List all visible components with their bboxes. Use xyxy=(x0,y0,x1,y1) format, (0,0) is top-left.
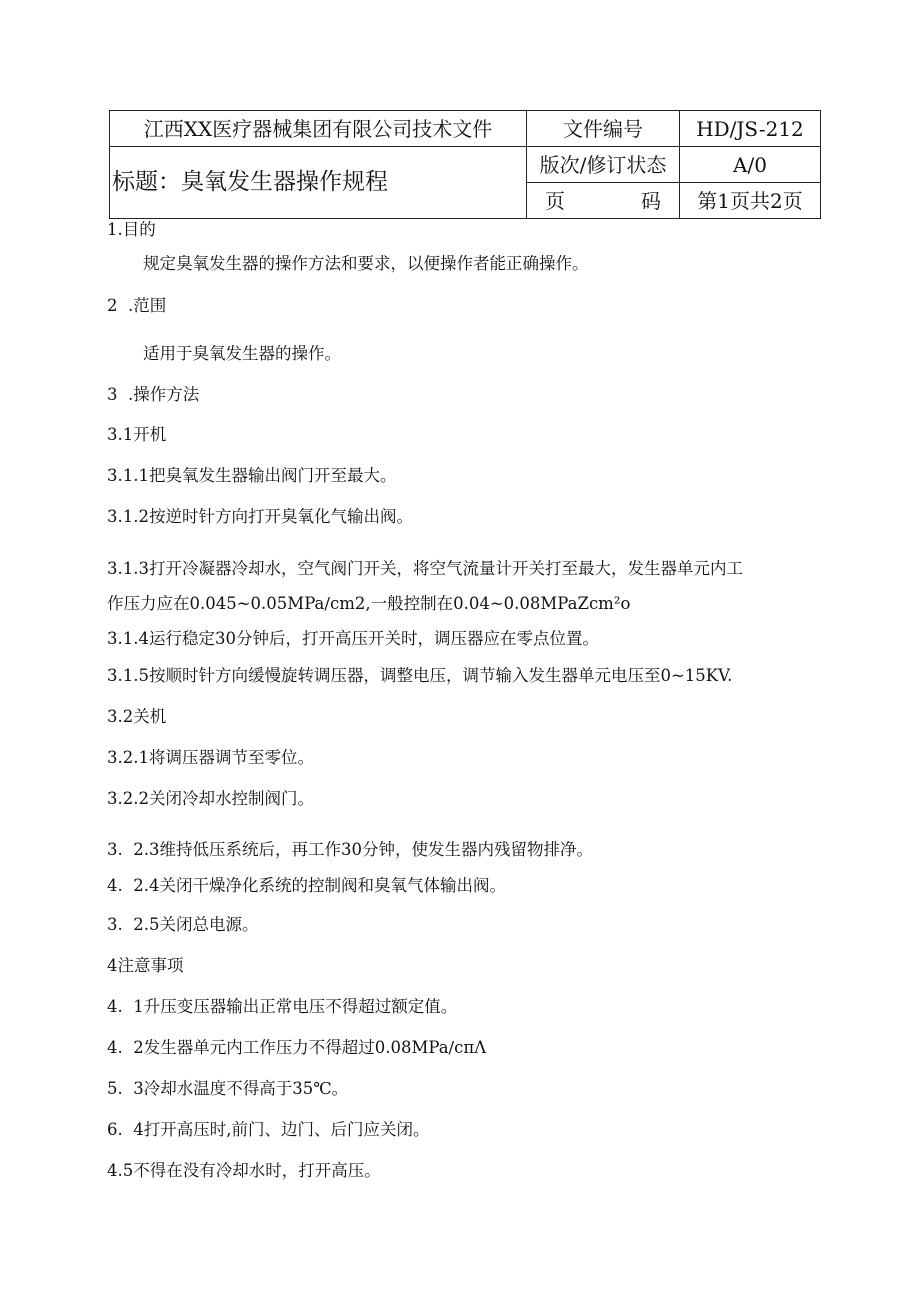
note-4-2: 4. 2发生器单元内工作压力不得超过0.08MPa∕cπΛ xyxy=(107,1038,487,1057)
page-label-a: 页 xyxy=(545,188,565,213)
company-name: 江西XX医疗器械集团有限公司技术文件 xyxy=(110,111,527,147)
page-value: 第1页共2页 xyxy=(680,183,821,219)
note-4-5: 4.5不得在没有冷却水时，打开高压。 xyxy=(107,1161,381,1180)
page-label-cell xyxy=(527,183,680,219)
subsection-shutdown: 3.2关机 xyxy=(107,707,167,726)
scope-text: 适用于臭氧发生器的操作。 xyxy=(143,344,341,363)
doc-number-label: 文件编号 xyxy=(527,111,680,147)
step-3-1-1: 3.1.1把臭氧发生器输出阀门开至最大。 xyxy=(107,466,397,485)
note-4-4: 6. 4打开高压时,前门、边门、后门应关闭。 xyxy=(107,1120,430,1139)
section-scope-heading: 2 .范围 xyxy=(107,296,167,315)
revision-label: 版次/修订状态 xyxy=(527,147,680,183)
section-purpose-heading: 1.目的 xyxy=(107,220,156,239)
step-3-1-3-line1: 3.1.3打开冷凝器冷却水，空气阀门开关，将空气流量计开关打至最大，发生器单元内工 xyxy=(107,559,743,578)
step-3-2-2: 3.2.2关闭冷却水控制阀门。 xyxy=(107,789,314,808)
section-method-heading: 3 .操作方法 xyxy=(107,385,200,404)
note-4-3: 5. 3冷却水温度不得高于35℃。 xyxy=(107,1079,349,1098)
step-3-2-5: 3. 2.5关闭总电源。 xyxy=(107,915,259,934)
header-table xyxy=(109,110,821,219)
step-3-2-3: 3. 2.3维持低压系统后，再工作30分钟，使发生器内残留物排净。 xyxy=(107,840,593,859)
step-3-1-3-line2: 作压力应在0.045~0.05MPa∕cm2,一般控制在0.04~0.08MPaZcm²o xyxy=(107,594,631,613)
revision-value: A/0 xyxy=(680,147,821,183)
step-3-1-2: 3.1.2按逆时针方向打开臭氧化气输出阀。 xyxy=(107,507,413,526)
step-3-2-4: 4. 2.4关闭干燥净化系统的控制阀和臭氧气体输出阀。 xyxy=(107,876,506,895)
step-3-1-5: 3.1.5按顺时针方向缓慢旋转调压器，调整电压，调节输入发生器单元电压至0~15KV. xyxy=(107,666,733,685)
note-4-1: 4. 1升压变压器输出正常电压不得超过额定值。 xyxy=(107,997,458,1016)
purpose-text: 规定臭氧发生器的操作方法和要求，以便操作者能正确操作。 xyxy=(143,254,589,273)
page-label-b: 码 xyxy=(641,188,661,213)
step-3-2-1: 3.2.1将调压器调节至零位。 xyxy=(107,748,314,767)
doc-number-value: HD/JS-212 xyxy=(680,111,821,147)
subsection-startup: 3.1开机 xyxy=(107,425,167,444)
section-notes-heading: 4注意事项 xyxy=(107,956,184,975)
document-title: 标题：臭氧发生器操作规程 xyxy=(110,147,527,219)
step-3-1-4: 3.1.4运行稳定30分钟后，打开高压开关时，调压器应在零点位置。 xyxy=(107,629,599,648)
